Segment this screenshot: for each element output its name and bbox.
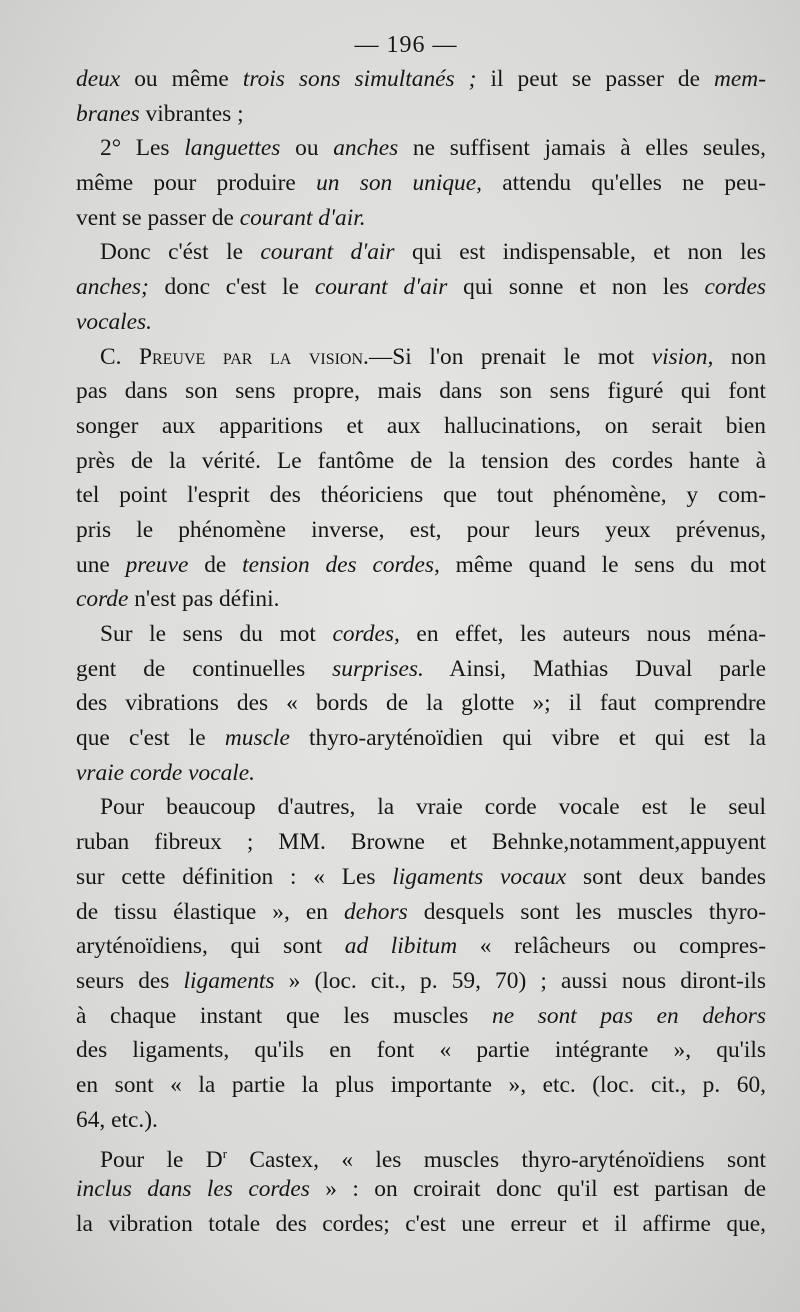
text-line xyxy=(76,1033,766,1068)
text-run: desquels sont les muscles thyro- xyxy=(407,898,766,925)
text-line xyxy=(76,756,766,791)
italic-text: branes xyxy=(76,100,140,127)
italic-text: ad libitum xyxy=(344,933,458,960)
text-run: songer aux apparitions et aux hallucinations, on serait bien xyxy=(76,412,766,439)
text-run: non xyxy=(713,343,767,370)
text-run: tel point l'esprit des théoriciens que tout phénomène, y com- xyxy=(76,482,766,509)
paragraph xyxy=(76,235,766,339)
text-run: « relâcheurs ou compres- xyxy=(457,933,766,960)
text-run: des vibrations des « bords de la glotte »; il faut comprendre xyxy=(76,690,766,717)
text-run: de tissu élastique », en xyxy=(76,898,344,925)
italic-text: ligaments vocaux xyxy=(392,863,567,890)
text-run: Sur le sens du mot xyxy=(100,621,333,647)
text-run: pris le phénomène inverse, est, pour leurs yeux prévenus, xyxy=(76,516,766,543)
text-run: à chaque instant que les muscles xyxy=(76,1002,493,1029)
text-run: C. xyxy=(100,343,139,370)
italic-text: inclus dans les cordes xyxy=(76,1176,310,1202)
italic-text: courant d'air xyxy=(314,274,448,301)
text-run: il peut se passer de xyxy=(476,66,715,92)
text-line xyxy=(76,201,766,236)
text-line xyxy=(76,929,766,964)
text-run: ou xyxy=(280,135,334,162)
text-line xyxy=(76,686,766,721)
italic-text: corde xyxy=(76,586,129,613)
text-line xyxy=(76,582,766,617)
document-page xyxy=(76,28,766,1241)
text-run: même quand le sens du mot xyxy=(439,551,766,578)
text-run: ruban fibreux ; MM. Browne et Behnke,notamment,appuyent xyxy=(76,829,766,856)
text-line xyxy=(76,131,766,166)
text-line xyxy=(76,1207,766,1242)
text-line xyxy=(76,548,766,583)
text-run: Ainsi, Mathias Duval parle xyxy=(423,655,767,682)
text-run: pas dans son sens propre, mais dans son sens figuré qui font xyxy=(76,378,766,405)
text-run: de xyxy=(188,551,243,578)
text-run: Pour le D xyxy=(100,1147,223,1174)
text-run: » : on croirait donc qu'il est partisan de xyxy=(309,1176,766,1202)
text-run: en sont « la partie la plus importante », etc. (loc. cit., p. 60, xyxy=(76,1071,766,1098)
text-line xyxy=(76,409,766,444)
text-line xyxy=(76,1172,766,1207)
text-line xyxy=(76,444,766,479)
text-line xyxy=(76,340,766,375)
text-line xyxy=(76,1103,766,1138)
italic-text: languettes xyxy=(184,135,281,162)
paragraph xyxy=(76,131,766,235)
italic-text: vocales. xyxy=(76,308,152,335)
text-line xyxy=(76,478,766,513)
text-run: Donc c'ést le xyxy=(100,239,261,266)
text-line xyxy=(76,305,766,340)
text-line xyxy=(76,652,766,687)
text-line xyxy=(76,790,766,825)
text-line xyxy=(76,860,766,895)
text-run: une xyxy=(76,551,126,578)
text-run: 64, etc.). xyxy=(76,1106,158,1133)
text-run: donc c'est le xyxy=(148,274,315,301)
text-line xyxy=(76,999,766,1034)
italic-text: ne sont pas en dehors xyxy=(492,1002,766,1029)
italic-text: tension des cordes, xyxy=(242,551,440,578)
italic-text: cordes xyxy=(704,274,766,301)
italic-text: mem- xyxy=(714,66,766,92)
text-run: en effet, les auteurs nous ména- xyxy=(399,621,766,647)
italic-text: anches xyxy=(333,135,399,162)
text-run: la vibration totale des cordes; c'est une erreur et il affirme que, xyxy=(76,1210,766,1237)
paragraph xyxy=(76,1137,766,1241)
text-line xyxy=(76,513,766,548)
text-line xyxy=(76,97,766,132)
italic-text: trois sons simultanés ; xyxy=(242,66,477,92)
text-line xyxy=(76,374,766,409)
text-run: que c'est le xyxy=(76,725,225,752)
text-run: sont deux bandes xyxy=(566,863,766,890)
text-run: thyro-aryténoïdien qui vibre et qui est la xyxy=(289,725,767,752)
paragraph xyxy=(76,340,766,618)
italic-text: surprises. xyxy=(332,655,424,682)
page-number: — 196 — xyxy=(354,32,458,58)
text-run: qui sonne et non les xyxy=(447,274,705,301)
text-run: ou même xyxy=(120,66,243,92)
text-run: aryténoïdiens, qui sont xyxy=(76,933,345,960)
text-line xyxy=(76,825,766,860)
text-run: Castex, « les muscles thyro-aryténoïdiens sont xyxy=(227,1147,766,1174)
italic-text: deux xyxy=(76,66,121,92)
italic-text: vraie corde vocale. xyxy=(76,759,256,786)
text-run: sur cette définition : « Les xyxy=(76,863,393,890)
text-run: ne suffisent jamais à elles seules, xyxy=(398,135,766,162)
text-run: Pour beaucoup d'autres, la vraie corde vocale est le seul xyxy=(100,794,766,821)
italic-text: ligaments xyxy=(183,967,275,994)
text-line xyxy=(76,721,766,756)
text-line xyxy=(76,270,766,305)
text-run: gent de continuelles xyxy=(76,655,333,682)
text-run: vent se passer de xyxy=(76,204,240,231)
text-run: attendu qu'elles ne peu- xyxy=(481,170,766,197)
text-body xyxy=(76,62,766,1241)
text-line xyxy=(76,62,766,97)
text-line xyxy=(76,895,766,930)
text-line xyxy=(76,964,766,999)
text-run: qui est indispensable, et non les xyxy=(394,239,766,266)
italic-text: courant d'air. xyxy=(239,204,366,231)
italic-text: dehors xyxy=(344,898,408,925)
text-run: r xyxy=(222,1146,228,1162)
italic-text: anches; xyxy=(76,274,149,301)
text-line xyxy=(76,1137,766,1172)
text-line xyxy=(76,235,766,270)
italic-text: preuve xyxy=(125,551,189,578)
text-run: près de la vérité. Le fantôme de la tension des cordes hante à xyxy=(76,447,766,474)
italic-text: un son unique, xyxy=(316,170,482,197)
italic-text: courant d'air xyxy=(260,239,395,266)
text-run: » (loc. cit., p. 59, 70) ; aussi nous diront-ils xyxy=(274,967,767,994)
text-run: —Si l'on prenait le mot xyxy=(368,343,652,370)
text-run: n'est pas défini. xyxy=(128,586,280,613)
text-run: même pour produire xyxy=(76,170,317,197)
small-caps-heading: Preuve par la vision. xyxy=(138,343,369,370)
text-run: des ligaments, qu'ils en font « partie intégrante », qu'ils xyxy=(76,1037,766,1064)
italic-text: cordes, xyxy=(332,621,400,647)
italic-text: vision, xyxy=(651,343,714,370)
paragraph xyxy=(76,790,766,1137)
italic-text: muscle xyxy=(224,725,290,752)
text-line xyxy=(76,166,766,201)
text-run: seurs des xyxy=(76,967,184,994)
text-line xyxy=(76,617,766,652)
paragraph xyxy=(76,62,766,131)
text-run: 2° Les xyxy=(100,135,185,162)
paragraph xyxy=(76,617,766,790)
text-line xyxy=(76,1068,766,1103)
text-run: vibrantes ; xyxy=(139,100,244,127)
